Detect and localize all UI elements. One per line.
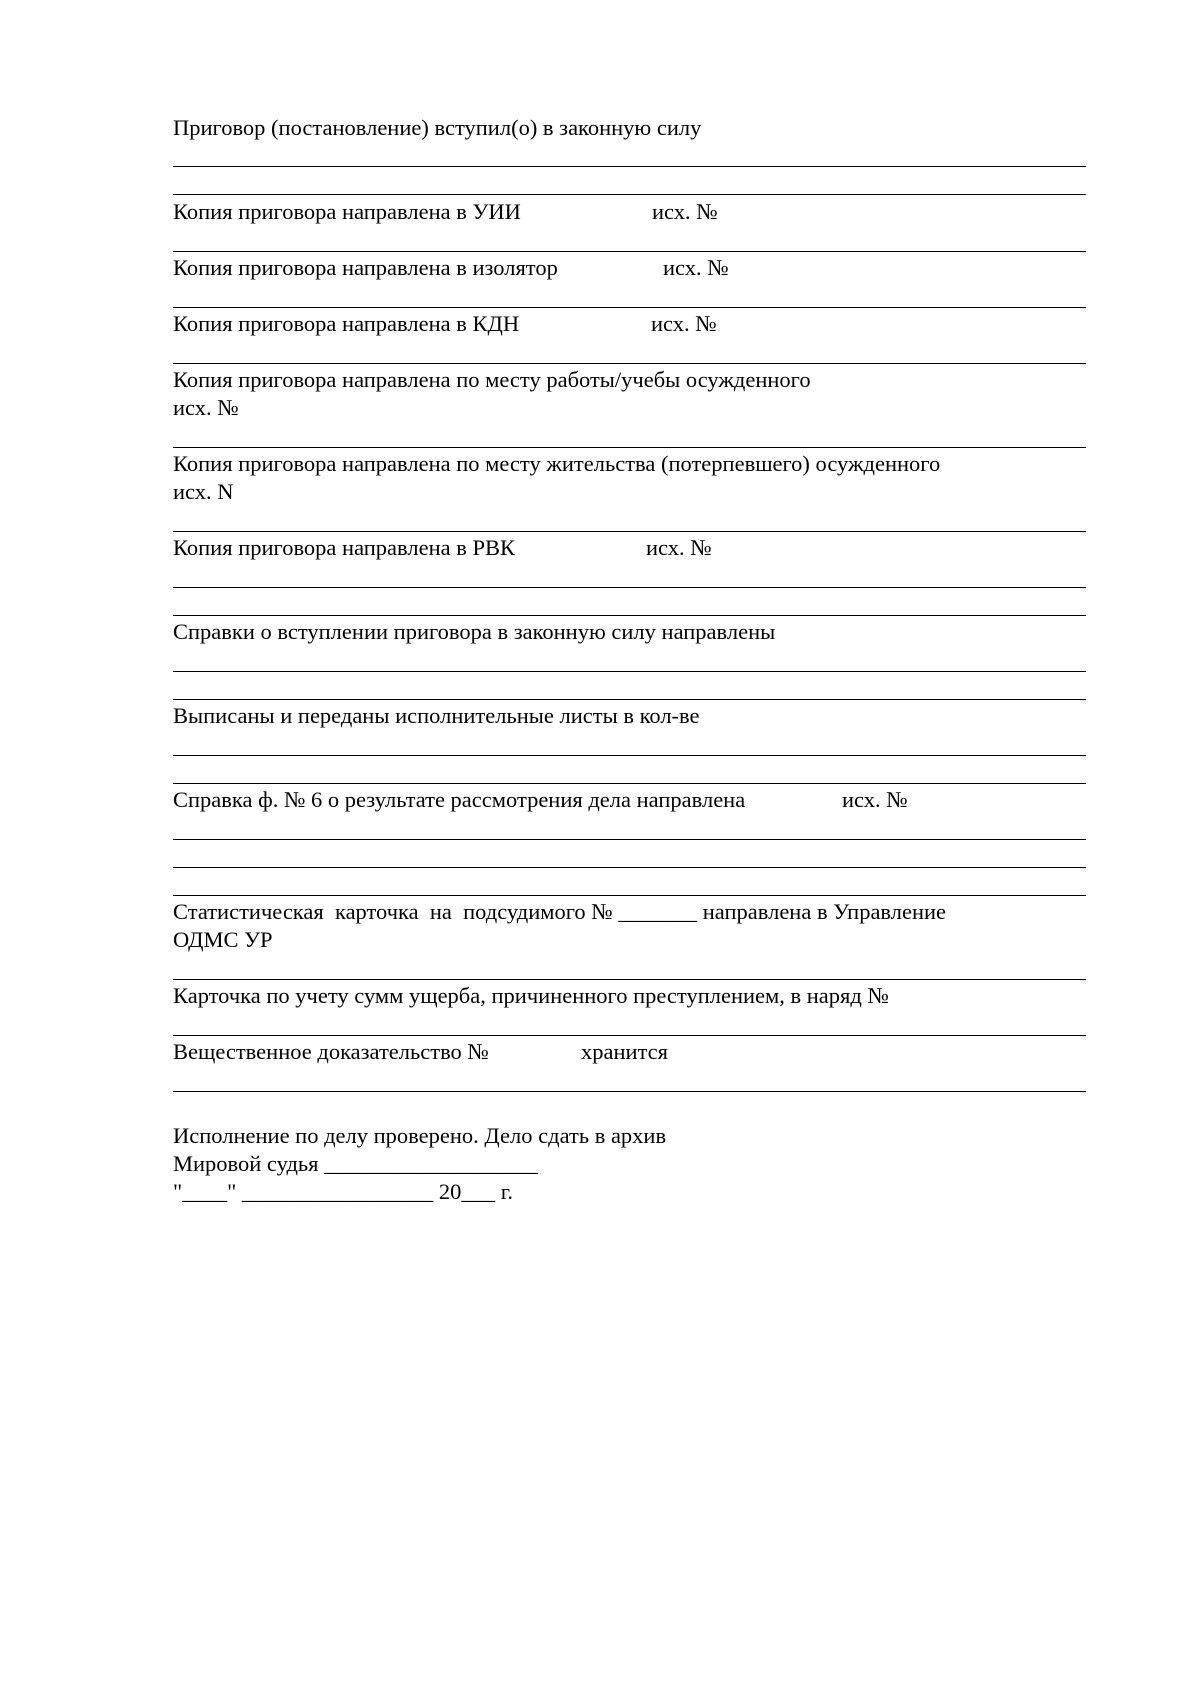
row-evidence-stored: хранится	[581, 1039, 669, 1064]
row-form6-outgoing-number: исх. №	[842, 787, 908, 812]
fill-line[interactable]	[173, 615, 1086, 616]
row-uii-outgoing-number: исх. №	[652, 199, 718, 224]
fill-line[interactable]	[173, 307, 1086, 308]
fill-line[interactable]	[173, 166, 1086, 167]
row-rvk-outgoing-number: исх. №	[646, 535, 712, 560]
row-evidence-label: Вещественное доказательство №	[173, 1039, 489, 1064]
row-form6-label: Справка ф. № 6 о результате рассмотрения дела направлена	[173, 787, 746, 812]
row-kdn-label: Копия приговора направлена в КДН	[173, 311, 520, 336]
row-work-label: Копия приговора направлена по месту работы/учебы осужденного	[173, 367, 811, 392]
row-certificates-label: Справки о вступлении приговора в законную силу направлены	[173, 619, 776, 644]
fill-line[interactable]	[173, 895, 1086, 896]
judge-signature-line[interactable]: Мировой судья ___________________	[173, 1151, 538, 1176]
date-line[interactable]: "____" _________________ 20___ г.	[173, 1179, 514, 1204]
fill-line[interactable]	[173, 867, 1086, 868]
row-kdn-outgoing-number: исх. №	[651, 311, 717, 336]
closing-statement: Исполнение по делу проверено. Дело сдать в архив	[173, 1123, 667, 1148]
fill-line[interactable]	[173, 671, 1086, 672]
fill-line[interactable]	[173, 839, 1086, 840]
row-writs-label: Выписаны и переданы исполнительные листы в кол-ве	[173, 703, 700, 728]
fill-line[interactable]	[173, 979, 1086, 980]
row-damage-card-label: Карточка по учету сумм ущерба, причиненного преступлением, в наряд №	[173, 983, 889, 1008]
fill-line[interactable]	[173, 1035, 1086, 1036]
fill-line[interactable]	[173, 783, 1086, 784]
row-residence-label: Копия приговора направлена по месту жительства (потерпевшего) осужденного	[173, 451, 941, 476]
row-stat-card-line2: ОДМС УР	[173, 927, 273, 952]
row-isolator-outgoing-number: исх. №	[663, 255, 729, 280]
fill-line[interactable]	[173, 251, 1086, 252]
row-work-outgoing-number: исх. №	[173, 395, 239, 420]
fill-line[interactable]	[173, 194, 1086, 195]
fill-line[interactable]	[173, 531, 1086, 532]
page-heading: Приговор (постановление) вступил(о) в законную силу	[173, 115, 702, 140]
row-isolator-label: Копия приговора направлена в изолятор	[173, 255, 558, 280]
stat-card-text-end: направлена в Управление	[702, 899, 947, 924]
row-residence-outgoing-number: исх. N	[173, 479, 234, 504]
fill-line[interactable]	[173, 587, 1086, 588]
stat-card-text-start: Статистическая карточка на подсудимого №	[173, 899, 613, 924]
stat-card-number-blank[interactable]: _______	[618, 899, 698, 924]
row-uii-label: Копия приговора направлена в УИИ	[173, 199, 521, 224]
fill-line[interactable]	[173, 1091, 1086, 1092]
fill-line[interactable]	[173, 755, 1086, 756]
fill-line[interactable]	[173, 699, 1086, 700]
fill-line[interactable]	[173, 363, 1086, 364]
row-stat-card-line1	[173, 898, 946, 926]
fill-line[interactable]	[173, 447, 1086, 448]
row-rvk-label: Копия приговора направлена в РВК	[173, 535, 516, 560]
